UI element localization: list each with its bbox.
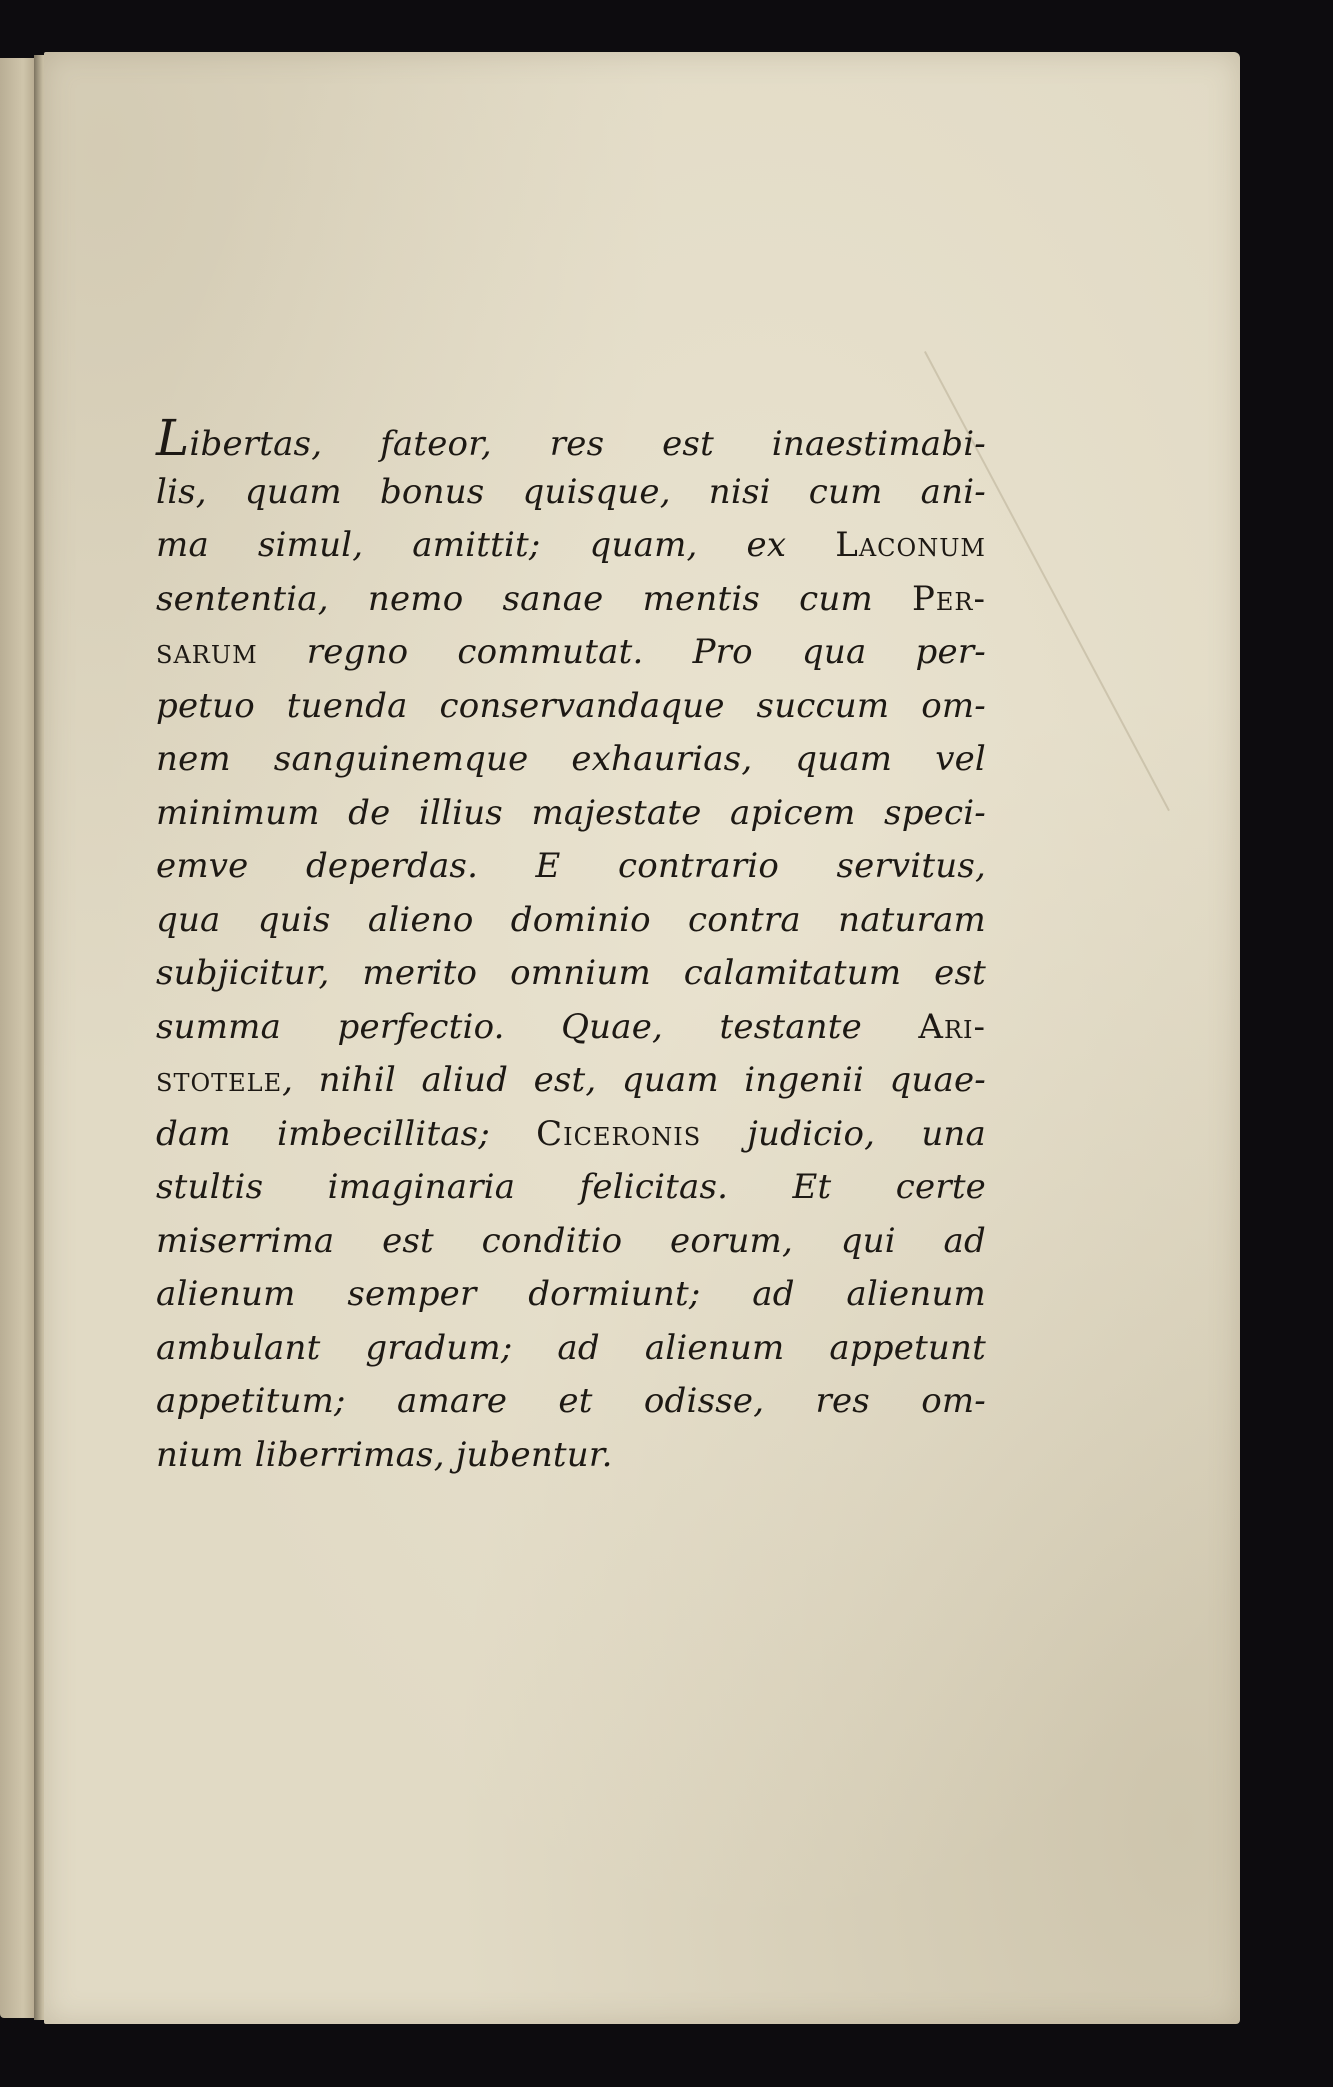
small-caps-name: Ciceronis bbox=[536, 1113, 702, 1154]
text-line bbox=[156, 680, 986, 734]
text-segment: ibertas, fateor, res est inaestimabi- bbox=[189, 424, 986, 464]
text-line bbox=[156, 626, 986, 680]
text-segment: stultis imaginaria felicitas. Et certe bbox=[156, 1167, 986, 1207]
text-line bbox=[156, 1375, 986, 1429]
text-line bbox=[156, 1108, 986, 1162]
text-segment: ambulant gradum; ad alienum appetunt bbox=[156, 1327, 986, 1368]
small-caps-name: Laconum bbox=[835, 525, 986, 565]
text-line bbox=[156, 840, 986, 894]
text-segment: lis, quam bonus quisque, nisi cum ani- bbox=[156, 471, 986, 512]
text-line bbox=[156, 1161, 986, 1215]
text-line bbox=[156, 1215, 986, 1269]
text-segment: ma simul, amittit; quam, ex bbox=[156, 525, 836, 565]
text-segment: , nihil aliud est, quam ingenii quae- bbox=[282, 1060, 986, 1100]
text-segment: alienum semper dormiunt; ad alienum bbox=[156, 1274, 986, 1314]
text-line bbox=[156, 519, 986, 573]
small-caps-name: Per- bbox=[912, 578, 986, 619]
text-segment: nem sanguinemque exhaurias, quam vel bbox=[156, 739, 986, 779]
text-segment: summa perfectio. Quae, testante bbox=[156, 1006, 919, 1047]
text-segment: judicio, una bbox=[701, 1113, 986, 1154]
text-segment: regno commutat. Pro qua per- bbox=[257, 632, 986, 672]
text-segment: emve deperdas. E contrario servitus, bbox=[156, 846, 986, 886]
text-line bbox=[156, 947, 986, 1001]
text-segment: nium liberrimas, jubentur. bbox=[156, 1434, 613, 1475]
small-caps-name: Ari- bbox=[918, 1006, 986, 1047]
text-line bbox=[156, 787, 986, 841]
small-caps-name: sarum bbox=[156, 632, 258, 672]
text-segment: petuo tuenda conservandaque succum om- bbox=[156, 685, 986, 726]
text-segment: qua quis alieno dominio contra naturam bbox=[156, 899, 986, 940]
text-line bbox=[156, 894, 986, 948]
text-line bbox=[156, 1322, 986, 1376]
text-segment: sententia, nemo sanae mentis cum bbox=[156, 578, 913, 619]
small-caps-name: stotele bbox=[156, 1060, 283, 1100]
latin-passage bbox=[156, 409, 986, 1482]
text-line bbox=[156, 1054, 986, 1108]
text-segment: minimum de illius majestate apicem speci- bbox=[156, 792, 986, 833]
text-line bbox=[156, 1268, 986, 1322]
text-segment: appetitum; amare et odisse, res om- bbox=[156, 1381, 986, 1421]
initial-capital: L bbox=[156, 409, 190, 467]
text-segment: miserrima est conditio eorum, qui ad bbox=[156, 1220, 986, 1261]
text-segment: dam imbecillitas; bbox=[156, 1113, 537, 1154]
text-line bbox=[156, 466, 986, 520]
text-line bbox=[156, 573, 986, 627]
text-line bbox=[156, 733, 986, 787]
text-line bbox=[156, 1429, 986, 1483]
text-line bbox=[156, 1001, 986, 1055]
text-segment: subjicitur, merito omnium calamitatum est bbox=[156, 953, 986, 993]
text-line bbox=[156, 409, 986, 467]
